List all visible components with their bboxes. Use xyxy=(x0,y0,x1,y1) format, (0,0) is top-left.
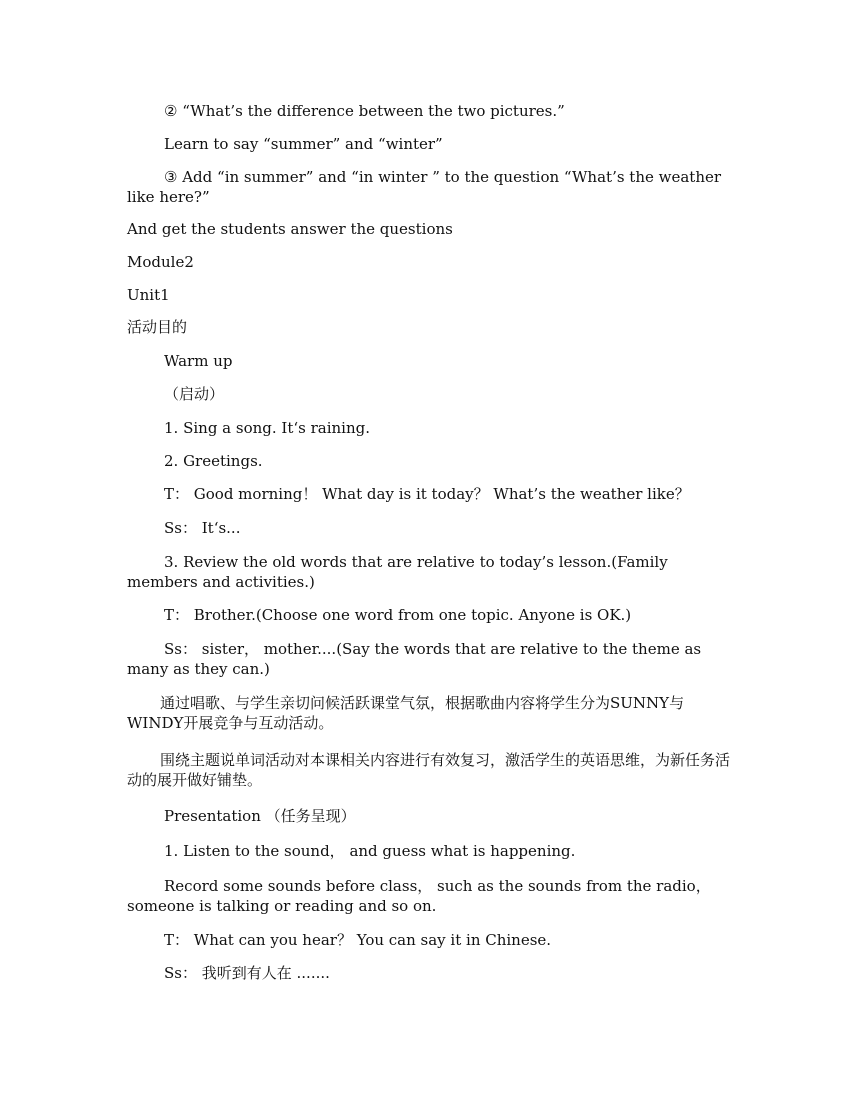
module-heading: Module2 xyxy=(127,253,194,271)
warm-up-chinese-label: （启动） xyxy=(164,385,225,403)
students-reply-line: Ss： It‘s... xyxy=(164,519,241,537)
step-listen-sound: 1. Listen to the sound， and guess what is happening. xyxy=(164,842,576,860)
presentation-heading: Presentation （任务呈现） xyxy=(164,807,356,825)
chinese-paragraph-review: 围绕主题说单词活动对本课相关内容进行有效复习，激活学生的英语思维，为新任务活动的展开做好铺垫。 xyxy=(127,751,731,789)
students-hear-line: Ss： 我听到有人在 ....... xyxy=(164,964,330,982)
paragraph-add-phrases: ③ Add “in summer” and “in winter ” to the question “What’s the weather like here?” xyxy=(127,168,722,206)
paragraph-record-sounds: Record some sounds before class， such as the sounds from the radio，someone is talking or reading and so on. xyxy=(127,877,711,915)
paragraph-answer-questions: And get the students answer the questions xyxy=(127,220,453,238)
step-review-words: 3. Review the old words that are relative to today’s lesson.(Family members and activities.) xyxy=(127,553,668,591)
warm-up-heading: Warm up xyxy=(164,352,233,370)
teacher-greeting-line: T： Good morning！ What day is it today？ What’s the weather like？ xyxy=(164,485,690,503)
paragraph-learn-seasons: Learn to say “summer” and “winter” xyxy=(164,135,443,153)
chinese-paragraph-singing: 通过唱歌、与学生亲切问候活跃课堂气氛，根据歌曲内容将学生分为SUNNY与WINDY开展竞争与互动活动。 xyxy=(127,694,685,732)
teacher-brother-line: T： Brother.(Choose one word from one topic. Anyone is OK.) xyxy=(164,606,632,624)
teacher-hear-line: T： What can you hear？ You can say it in Chinese. xyxy=(164,931,552,949)
step-sing-song: 1. Sing a song. It‘s raining. xyxy=(164,419,371,437)
paragraph-difference-question: ② “What’s the difference between the two pictures.” xyxy=(164,102,565,120)
students-words-line: Ss： sister， mother....(Say the words that are relative to the theme as many as they can.) xyxy=(127,640,702,678)
unit-heading: Unit1 xyxy=(127,286,170,304)
step-greetings: 2. Greetings. xyxy=(164,452,263,470)
activity-purpose-heading: 活动目的 xyxy=(127,318,188,336)
